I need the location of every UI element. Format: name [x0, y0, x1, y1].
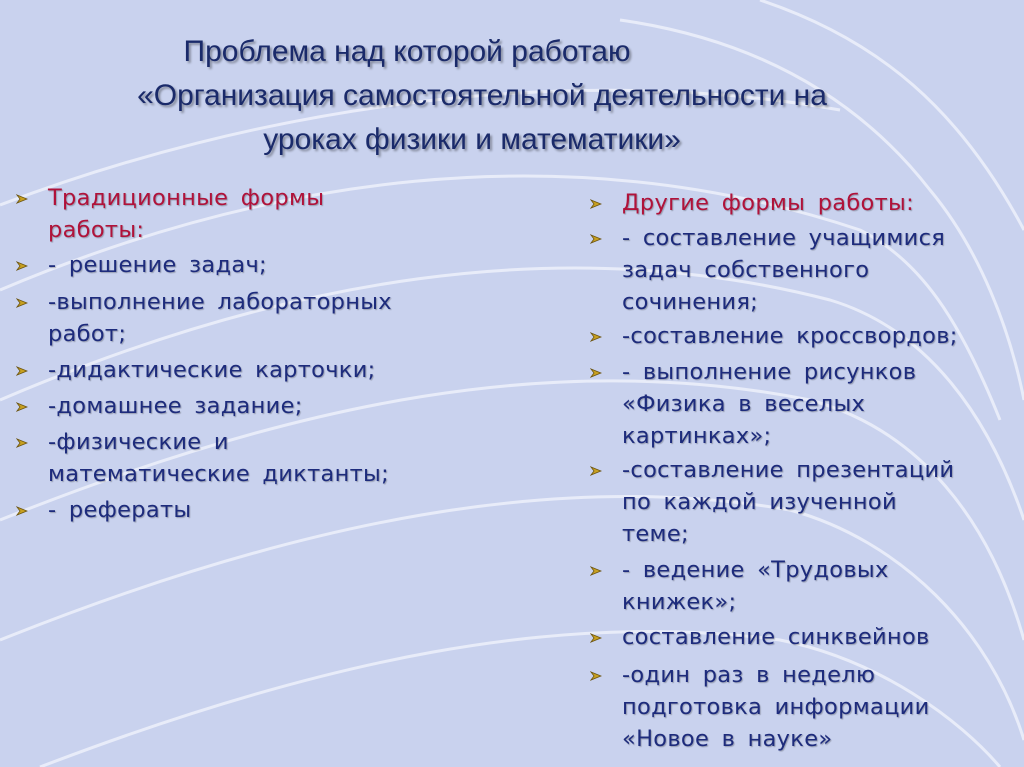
- list-item-line: -составление кроссвордов;: [622, 323, 958, 349]
- bullet-icon: [590, 233, 602, 245]
- right-list-heading: [588, 187, 914, 219]
- list-item-line: «Новое в науке»: [622, 726, 833, 752]
- list-item-line: математические диктанты;: [48, 461, 389, 487]
- list-item: [588, 621, 930, 653]
- list-item-line: - составление учащимися: [622, 225, 946, 251]
- list-item: [588, 659, 930, 755]
- list-item-line: составление синквейнов: [622, 624, 930, 650]
- bullet-icon: [590, 367, 602, 379]
- list-item-line: - ведение «Трудовых: [622, 557, 889, 583]
- list-item: [14, 354, 376, 386]
- list-item-line: -один раз в неделю: [622, 662, 876, 688]
- title-line-2: «Организация самостоятельной деятельности на: [137, 79, 827, 112]
- list-item-line: сочинения;: [622, 289, 759, 315]
- list-item: [14, 426, 389, 490]
- list-item-line: -дидактические карточки;: [48, 357, 376, 383]
- bullet-icon: [16, 401, 28, 413]
- bullet-icon: [590, 565, 602, 577]
- bullet-icon: [590, 632, 602, 644]
- bullet-icon: [16, 365, 28, 377]
- list-item-line: по каждой изученной: [622, 489, 897, 515]
- list-item: [14, 249, 267, 281]
- list-item-line: работы:: [48, 217, 145, 243]
- list-item-line: картинках»;: [622, 423, 772, 449]
- list-item-line: книжек»;: [622, 589, 737, 615]
- bullet-icon: [16, 437, 28, 449]
- list-item: [588, 554, 889, 618]
- bullet-icon: [590, 198, 602, 210]
- bullet-icon: [16, 193, 28, 205]
- list-item-line: «Физика в веселых: [622, 391, 866, 417]
- list-item-line: задач собственного: [622, 257, 870, 283]
- list-item-line: - рефераты: [48, 497, 192, 523]
- bullet-icon: [590, 465, 602, 477]
- list-item-line: -составление презентаций: [622, 457, 955, 483]
- list-item-line: Традиционные формы: [48, 185, 325, 211]
- list-item: [588, 222, 945, 318]
- bullet-icon: [16, 297, 28, 309]
- bullet-icon: [16, 505, 28, 517]
- list-item-line: Другие формы работы:: [622, 190, 914, 216]
- list-item: [14, 390, 303, 422]
- bullet-icon: [16, 260, 28, 272]
- list-item-line: подготовка информации: [622, 694, 930, 720]
- list-item: [14, 286, 392, 350]
- list-item-line: -домашнее задание;: [48, 393, 303, 419]
- list-item: [588, 356, 916, 452]
- title-line-3: уроках физики и математики»: [263, 123, 681, 156]
- list-item-line: -физические и: [48, 429, 229, 455]
- left-list-heading: [14, 182, 324, 246]
- list-item-line: работ;: [48, 321, 127, 347]
- list-item: [588, 454, 954, 550]
- bullet-icon: [590, 331, 602, 343]
- list-item-line: - выполнение рисунков: [622, 359, 917, 385]
- bullet-icon: [590, 670, 602, 682]
- list-item-line: теме;: [622, 521, 689, 547]
- title-line-1: Проблема над которой работаю: [183, 35, 631, 68]
- list-item: [588, 320, 958, 352]
- list-item-line: -выполнение лабораторных: [48, 289, 392, 315]
- slide-title: [0, 30, 1024, 162]
- list-item: [14, 494, 191, 526]
- list-item-line: - решение задач;: [48, 252, 267, 278]
